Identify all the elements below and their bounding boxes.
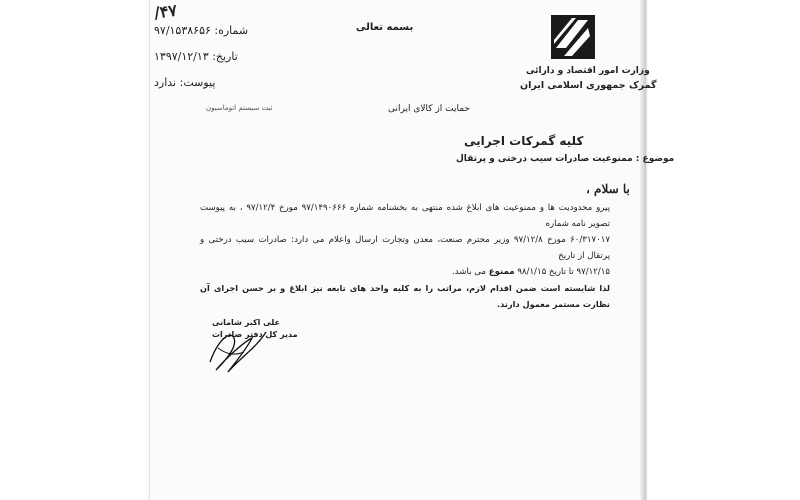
- attachment-value: ندارد: [154, 76, 177, 89]
- ban-suffix: می باشد.: [452, 267, 486, 277]
- attachment-row: [154, 76, 215, 89]
- letter-body: [200, 200, 610, 312]
- body-line: [200, 264, 610, 280]
- ban-word: ممنوع: [488, 267, 515, 277]
- slogan: حمایت از کالای ایرانی: [388, 104, 470, 114]
- subject-line: موضوع : ممنوعیت صادرات سیب درختی و پرتقال: [456, 154, 675, 164]
- bismillah-heading: بسمه تعالی: [356, 22, 414, 33]
- closing-line: لذا شایسته است ضمن اقدام لازم، مراتب را به کلیه واحد های تابعه نیز ابلاغ و بر حسن اجرای آن نظارت مستمر معمول دارند.: [200, 283, 610, 309]
- ministry-name: وزارت امور اقتصاد و دارائی: [526, 66, 650, 76]
- signatory-name: علی اکبر شامانی: [212, 318, 280, 327]
- customs-name: گمرک جمهوری اسلامی ایران: [520, 80, 657, 91]
- attachment-label: پیوست:: [179, 76, 216, 89]
- letter-number-value: ۹۷/۱۵۳۸۶۵۶: [154, 24, 211, 37]
- body-line: ۶۰/۳۱۷۰۱۷ مورخ ۹۷/۱۲/۸ وزیر محترم صنعت، معدن وتجارت ارسال واعلام می دارد: صادرات سیب درختی و پرتقال از تاریخ: [200, 235, 610, 261]
- corner-handwritten-number: ۴۷/: [152, 0, 179, 23]
- letter-number-label: شماره:: [214, 24, 249, 37]
- recipient: کلیه گمرکات اجرایی: [464, 134, 584, 148]
- letter-number-row: [154, 24, 248, 37]
- signatory-title: مدیر کل دفتر صادرات: [212, 330, 298, 339]
- letter-page: [150, 0, 675, 500]
- handwritten-signature: [204, 318, 274, 378]
- letter-date-label: تاریخ:: [212, 50, 238, 63]
- letter-date-row: [154, 50, 238, 63]
- automation-stamp: ثبت سیستم اتوماسیون: [206, 104, 273, 112]
- customs-emblem-icon: [550, 14, 596, 60]
- body-line: پیرو محدودیت ها و ممنوعیت های ابلاغ شده منتهی به بخشنامه شماره ۹۷/۱۴۹۰۶۶۶ مورخ ۹۷/۱۲/۴ ، به پیوست تصویر نامه شماره: [200, 203, 610, 229]
- ban-period: ۹۷/۱۲/۱۵ تا تاریخ ۹۸/۱/۱۵: [517, 267, 610, 277]
- greeting: با سلام ،: [586, 182, 630, 196]
- letter-date-value: ۱۳۹۷/۱۲/۱۳: [154, 50, 209, 63]
